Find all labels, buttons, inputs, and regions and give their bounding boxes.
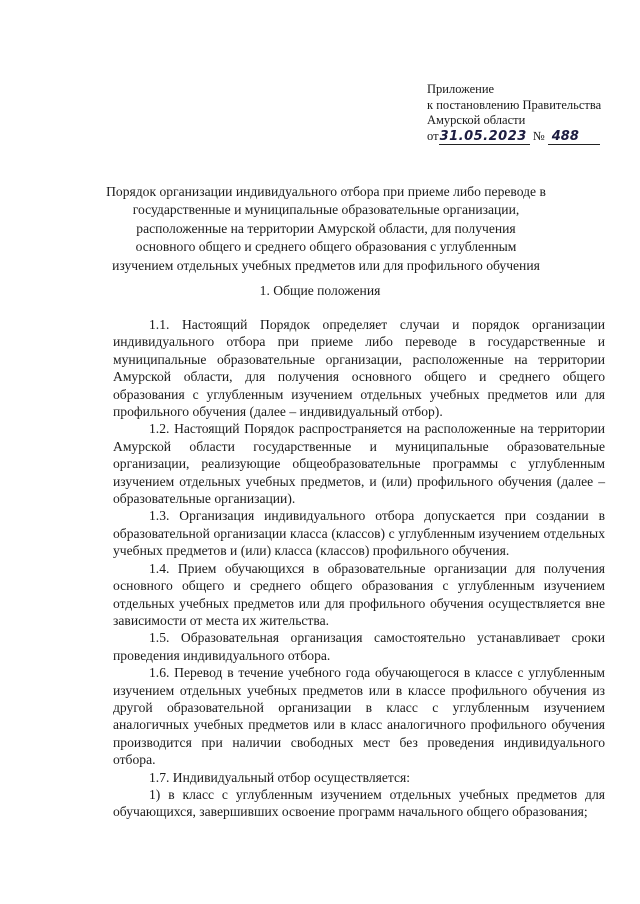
section-heading: 1. Общие положения [259, 283, 381, 298]
handwritten-number: 488 [548, 130, 600, 145]
paragraph-1-5: 1.5. Образовательная организация самостоятельно устанавливает сроки проведения индивидуального отбора. [113, 630, 605, 663]
handwritten-date: 31.05.2023 [439, 130, 530, 145]
list-item-1: 1) в класс с углубленным изучением отдельных учебных предметов для обучающихся, завершивших освоение программ начального общего образования; [113, 786, 605, 820]
paragraph-1-7: 1.7. Индивидуальный отбор осуществляется: [149, 769, 411, 785]
appendix-label: Приложение [427, 82, 495, 96]
appendix-reference: к постановлению Правительства [427, 97, 602, 112]
appendix-date-number [427, 129, 601, 145]
document-body [113, 316, 605, 821]
appendix-block [427, 82, 601, 145]
date-prefix: от [427, 128, 439, 143]
paragraph-1-1: 1.1. Настоящий Порядок определяет случаи и порядок организации индивидуального отбора при приеме либо переводе в государственные и муниципальные образовательные организации, расположенные на территории Амурской области, для получения основного общего и среднего общего образования с углубленным изучением отдельных учебных предметов или для профильного обучения (далее – индивидуальный отбор). [113, 317, 605, 420]
paragraph-1-4: 1.4. Прием обучающихся в образовательные организации для получения основного общего и среднего общего образования с углубленным изучением отдельных учебных предметов или для профильного обучения осуществляется вне зависимости от места их жительства. [113, 560, 605, 628]
document-title: Порядок организации индивидуального отбора при приеме либо переводе в государственные и муниципальные образовательные организации, расположенные на территории Амурской области, для получения основного общего и среднего общего образования с углубленным изучением отдельных учебных предметов или для профильного обучения [106, 184, 546, 273]
paragraph-1-2: 1.2. Настоящий Порядок распространяется на расположенные на территории Амурской области государственные и муниципальные образовательные организации, реализующие общеобразовательные программы с углубленным изучением отдельных учебных предметов, и (или) профильного обучения (далее – образовательные организации). [113, 421, 605, 507]
paragraph-1-3: 1.3. Организация индивидуального отбора допускается при создании в образовательной организации класса (классов) с углубленным изучением отдельных учебных предметов и (или) класса (классов) профильного обучения. [113, 508, 605, 559]
number-prefix: № [532, 128, 545, 143]
appendix-region: Амурской области [427, 113, 526, 127]
paragraph-1-6: 1.6. Перевод в течение учебного года обучающегося в классе с углубленным изучением отдельных учебных предметов или в классе профильного обучения из другой образовательной организации в класс с углубленным изучением аналогичных учебных предметов или в класс аналогичного профильного обучения производится при наличии свободных мест без проведения индивидуального отбора. [113, 665, 605, 768]
